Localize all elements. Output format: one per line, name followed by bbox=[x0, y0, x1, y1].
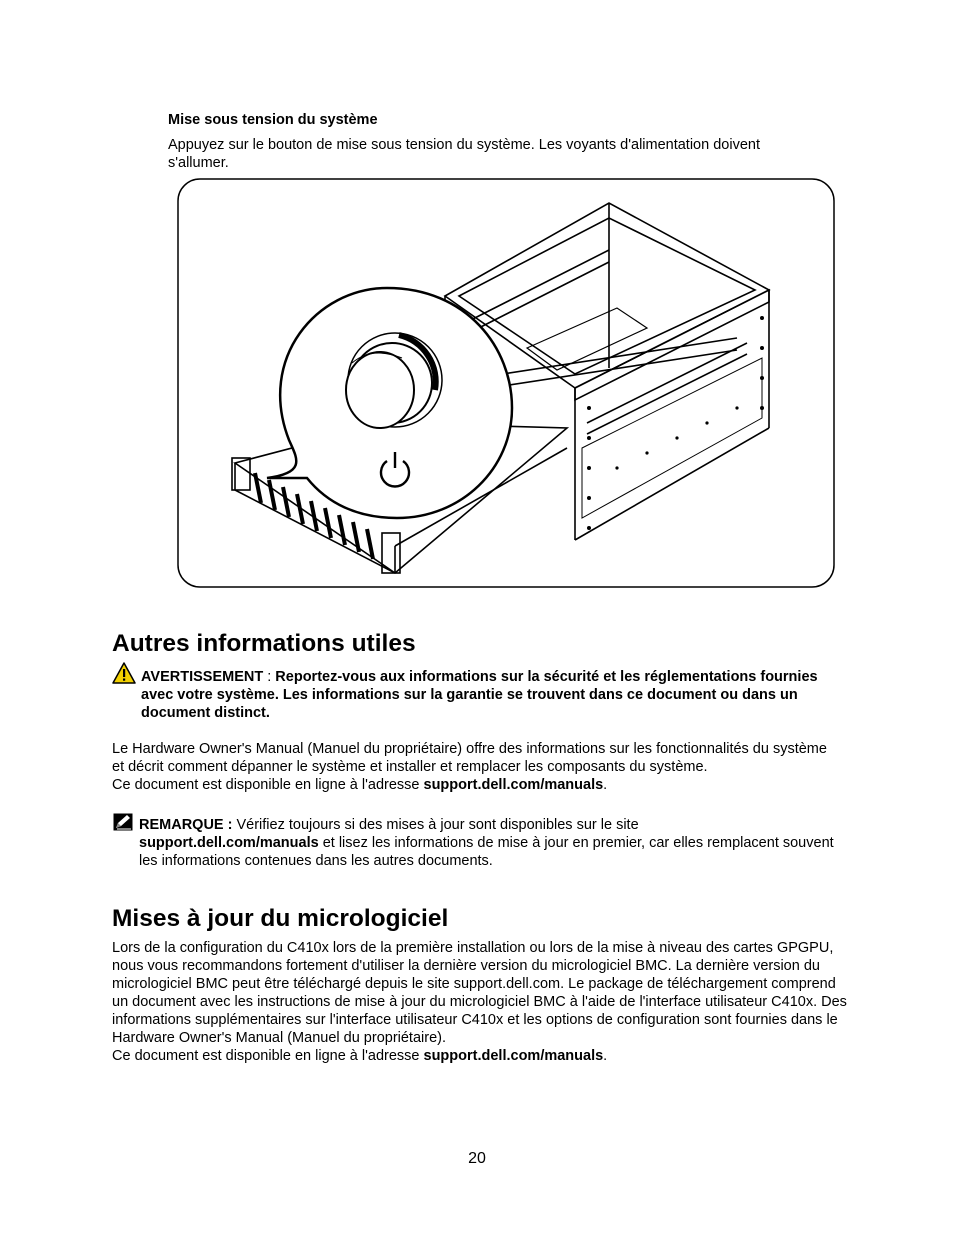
warning-colon: : bbox=[263, 669, 276, 685]
warning-text: Reportez-vous aux informations sur la sécurité et les réglementations fournies avec votre système. Les informations sur la garantie se trouvent dans ce document ou dans un document distinct. bbox=[141, 669, 818, 721]
power-on-figure bbox=[177, 178, 835, 588]
page-number: 20 bbox=[468, 1150, 486, 1167]
note-text-1: Vérifiez toujours si des mises à jour sont disponibles sur le site bbox=[236, 817, 639, 833]
firmware-paragraph bbox=[112, 939, 852, 1065]
fw-availability-prefix: Ce document est disponible en ligne à l'adresse bbox=[112, 1048, 424, 1064]
section-title-mises: Mises à jour du micrologiciel bbox=[112, 905, 449, 932]
warning-box bbox=[141, 668, 841, 722]
warning-triangle-icon bbox=[112, 662, 136, 684]
availability-suffix: . bbox=[603, 777, 608, 793]
hardware-manual-text: Le Hardware Owner's Manual (Manuel du propriétaire) offre des informations sur les fonctionnalités du système et décrit comment dépanner le système et installer et remplacer les composants du système. bbox=[112, 741, 827, 775]
fw-manuals-link[interactable]: support.dell.com/manuals bbox=[423, 1048, 604, 1064]
hardware-manual-paragraph bbox=[112, 740, 832, 794]
warning-label: AVERTISSEMENT bbox=[141, 669, 264, 685]
note-text-2: et lisez les informations de mise à jour en premier, car elles remplacent souvent les informations contenues dans les autres documents. bbox=[139, 835, 834, 869]
fw-availability-suffix: . bbox=[603, 1048, 608, 1064]
note-label: REMARQUE : bbox=[139, 817, 237, 833]
note-manuals-link[interactable]: support.dell.com/manuals bbox=[139, 835, 319, 851]
manuals-link[interactable]: support.dell.com/manuals bbox=[423, 777, 604, 793]
intro-paragraph: Appuyez sur le bouton de mise sous tension du système. Les voyants d'alimentation doivent s'allumer. bbox=[168, 137, 760, 171]
subsection-heading: Mise sous tension du système bbox=[168, 112, 378, 128]
rack-illustration bbox=[177, 178, 835, 588]
section-title-autres: Autres informations utiles bbox=[112, 630, 416, 657]
firmware-text: Lors de la configuration du C410x lors de la première installation ou lors de la mise à niveau des cartes GPGPU, nous vous recommandons fortement d'utiliser la dernière version du micrologiciel BMC. La dernière version du micrologiciel BMC peut être téléchargé depuis le site support.dell.com. Le package de téléchargement comprend un document avec les instructions de mise à jour du micrologiciel BMC à l'aide de l'interface utilisateur C410x. Des informations supplémentaires sur l'interface utilisateur C410x et les options de configuration sont fournies dans le Hardware Owner's Manual (Manuel du propriétaire). bbox=[112, 940, 847, 1046]
availability-prefix: Ce document est disponible en ligne à l'adresse bbox=[112, 777, 424, 793]
pencil-note-icon bbox=[113, 813, 133, 831]
note-box bbox=[139, 816, 839, 870]
